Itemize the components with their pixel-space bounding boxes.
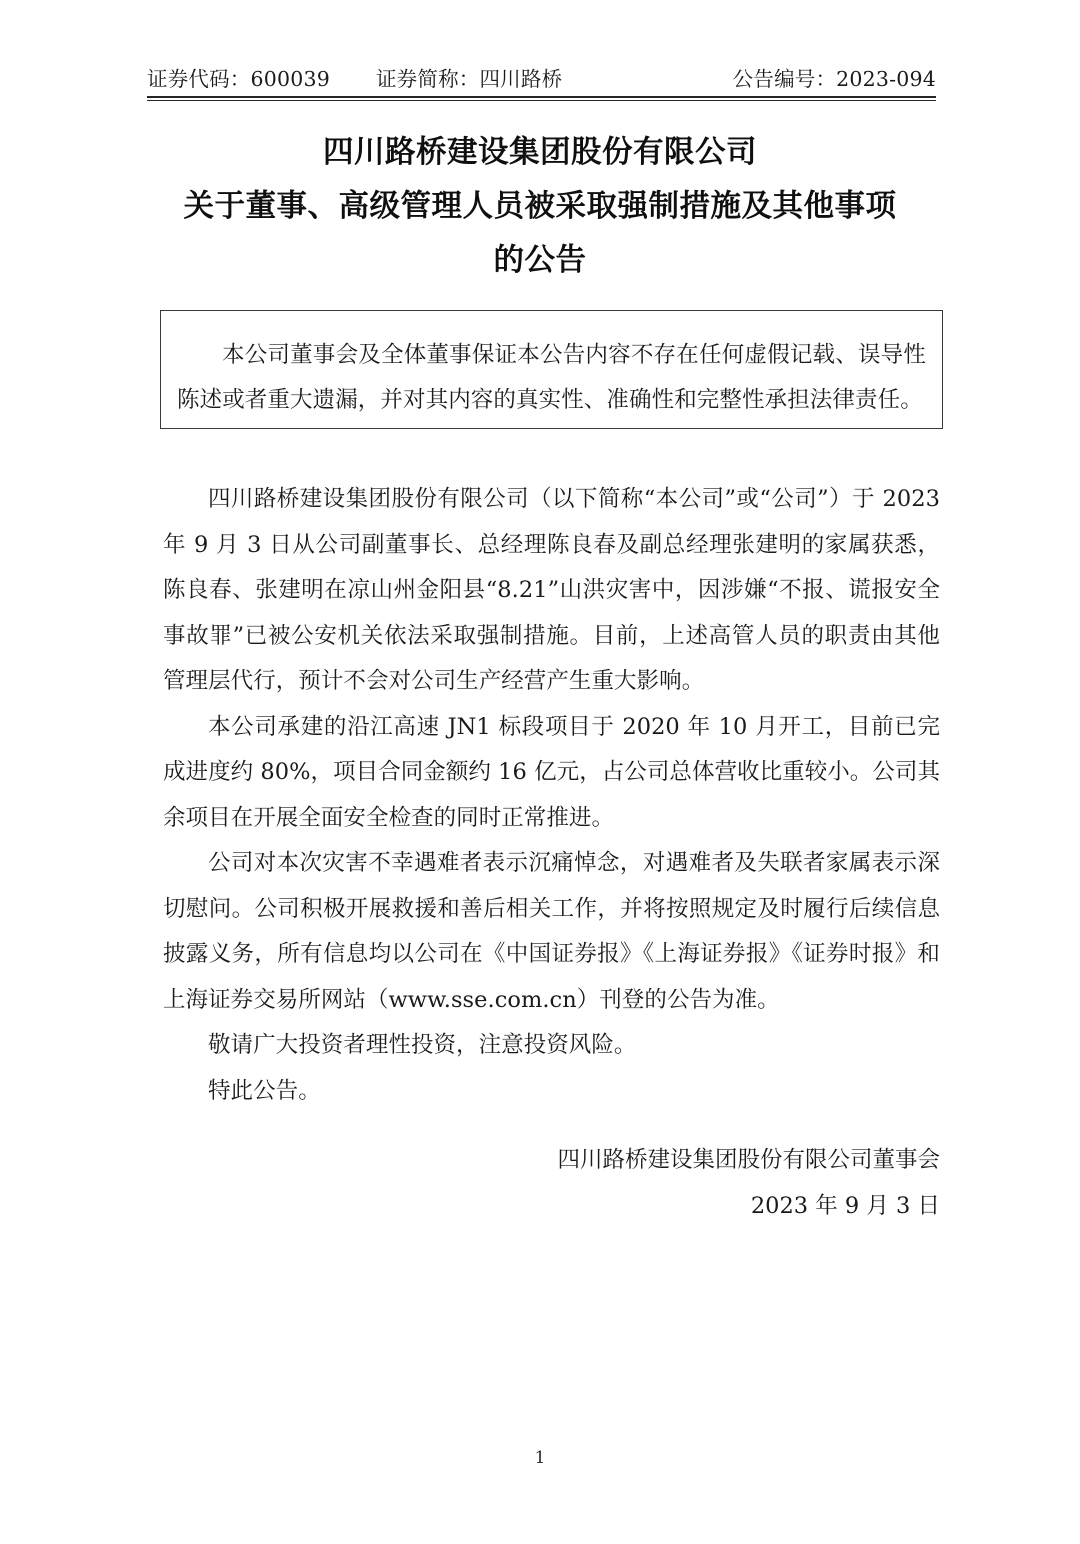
- body-paragraph-4: 敬请广大投资者理性投资，注意投资风险。: [208, 1032, 637, 1058]
- body-paragraph-3: 公司对本次灾害不幸遇难者表示沉痛悼念，对遇难者及失联者家属表示深切慰问。公司积极开展救援和善后相关工作，并将按照规定及时履行后续信息披露义务，所有信息均以公司在《中国证券报》《上海证券报》《证券时报》和上海证券交易所网站（www.sse.com.cn）刊登的公告为准。: [163, 850, 940, 1013]
- announcement-number: 公告编号：2023-094: [732, 67, 936, 91]
- body-paragraph-2: 本公司承建的沿江高速 JN1 标段项目于 2020 年 10 月开工，目前已完成进度约 80%，项目合同金额约 16 亿元，占公司总体营收比重较小。公司其余项目在开展全面安全检查的同时正常推进。: [163, 713, 940, 831]
- signature-block: [163, 1138, 940, 1229]
- title-line-company: 四川路桥建设集团股份有限公司: [323, 135, 757, 170]
- disclaimer-box: [160, 310, 943, 429]
- title-line-suffix: 的公告: [493, 243, 587, 278]
- header-row: [147, 62, 936, 92]
- title-line-subject: 关于董事、高级管理人员被采取强制措施及其他事项: [183, 189, 897, 224]
- page-title: [90, 126, 990, 288]
- document-body: [163, 477, 940, 1114]
- disclaimer-text: 本公司董事会及全体董事保证本公告内容不存在任何虚假记载、误导性陈述或者重大遗漏，并对其内容的真实性、准确性和完整性承担法律责任。: [177, 342, 926, 413]
- security-code: 证券代码：600039: [147, 67, 330, 91]
- body-paragraph-1: 四川路桥建设集团股份有限公司（以下简称“本公司”或“公司”）于 2023 年 9 月 3 日从公司副董事长、总经理陈良春及副总经理张建明的家属获悉，陈良春、张建明在凉山州金阳县“8.21”山洪灾害中，因涉嫌“不报、谎报安全事故罪”已被公安机关依法采取强制措施。目前，上述高管人员的职责由其他管理层代行，预计不会对公司生产经营产生重大影响。: [163, 486, 940, 694]
- signature-date: 2023 年 9 月 3 日: [750, 1192, 940, 1219]
- body-paragraph-5: 特此公告。: [208, 1077, 321, 1104]
- page-number: 1: [534, 1448, 546, 1468]
- signature-company: 四川路桥建设集团股份有限公司董事会: [557, 1147, 940, 1173]
- header-divider-rule: [147, 96, 936, 101]
- document-header: [147, 62, 936, 101]
- security-name: 证券简称：四川路桥: [375, 67, 563, 91]
